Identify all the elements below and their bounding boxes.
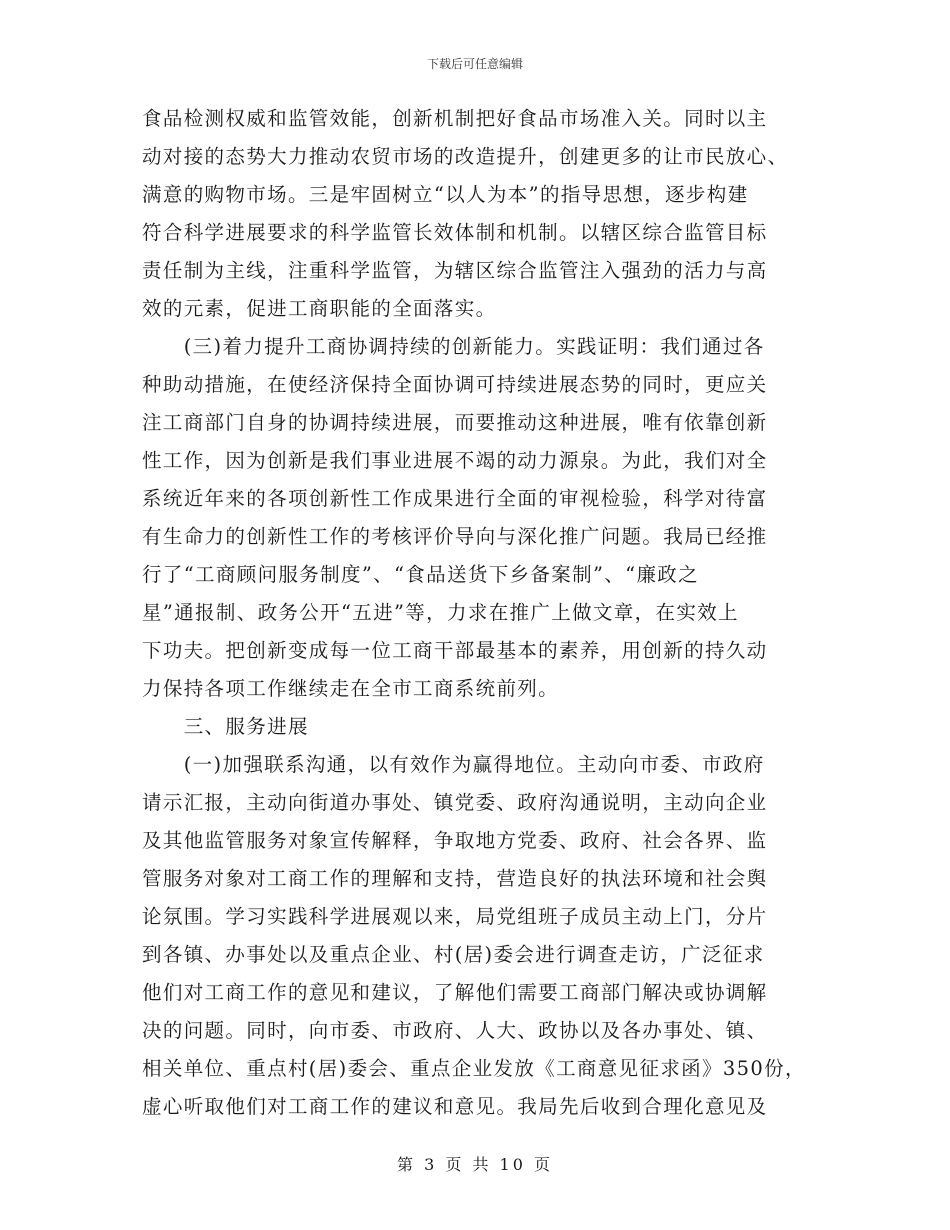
- text-line: 论氛围。学习实践科学进展观以来，局党组班子成员主动上门，分片: [142, 905, 768, 928]
- text-line: 到各镇、办事处以及重点企业、村(居)委会进行调查走访，广泛征求: [142, 943, 765, 966]
- text-line: 注工商部门自身的协调持续进展，而要推动这种进展，唯有依靠创新: [142, 411, 768, 434]
- text-line: 请示汇报，主动向街道办事处、镇党委、政府沟通说明，主动向企业: [142, 791, 768, 814]
- text-line: 动对接的态势大力推动农贸市场的改造提升，创建更多的让市民放心、: [142, 145, 789, 168]
- text-line: 食品检测权威和监管效能，创新机制把好食品市场准入关。同时以主: [142, 107, 768, 130]
- text-line: 力保持各项工作继续走在全市工商系统前列。: [142, 677, 560, 700]
- text-line: (一)加强联系沟通，以有效作为赢得地位。主动向市委、市政府: [142, 753, 765, 776]
- text-line: 符合科学进展要求的科学监管长效体制和机制。以辖区综合监管目标: [142, 221, 768, 244]
- section-heading: 三、服务进展: [142, 715, 309, 738]
- text-line: 星”通报制、政务公开“五进”等，力求在推广上做文章，在实效上: [142, 601, 739, 624]
- page-header: 下载后可任意编辑: [426, 57, 523, 71]
- document-body: [142, 100, 810, 1126]
- text-line: (三)着力提升工商协调持续的创新能力。实践证明：我们通过各: [142, 335, 765, 358]
- page-number-footer: 第 3 页 共 10 页: [397, 1155, 553, 1174]
- text-line: 虚心听取他们对工商工作的建议和意见。我局先后收到合理化意见及: [142, 1095, 768, 1118]
- text-line: 及其他监管服务对象宣传解释，争取地方党委、政府、社会各界、监: [142, 829, 768, 852]
- text-line: 行了“工商顾问服务制度”、“食品送货下乡备案制”、“廉政之: [142, 563, 699, 586]
- text-line: 满意的购物市场。三是牢固树立“以人为本”的指导思想，逐步构建: [142, 183, 749, 206]
- text-line: 他们对工商工作的意见和建议，了解他们需要工商部门解决或协调解: [142, 981, 768, 1004]
- text-line: 管服务对象对工商工作的理解和支持，营造良好的执法环境和社会舆: [142, 867, 768, 890]
- text-line: 责任制为主线，注重科学监管，为辖区综合监管注入强劲的活力与高: [142, 259, 768, 282]
- text-line: 性工作，因为创新是我们事业进展不竭的动力源泉。为此，我们对全: [142, 449, 768, 472]
- text-line: 下功夫。把创新变成每一位工商干部最基本的素养，用创新的持久动: [142, 639, 768, 662]
- text-line: 种助动措施，在使经济保持全面协调可持续进展态势的同时，更应关: [142, 373, 768, 396]
- text-line: 有生命力的创新性工作的考核评价导向与深化推广问题。我局已经推: [142, 525, 768, 548]
- text-line: 决的问题。同时，向市委、市政府、人大、政协以及各办事处、镇、: [142, 1019, 768, 1042]
- text-line: 系统近年来的各项创新性工作成果进行全面的审视检验，科学对待富: [142, 487, 768, 510]
- text-line: 效的元素，促进工商职能的全面落实。: [142, 297, 497, 320]
- text-line: 相关单位、重点村(居)委会、重点企业发放《工商意见征求函》350份，: [142, 1057, 806, 1080]
